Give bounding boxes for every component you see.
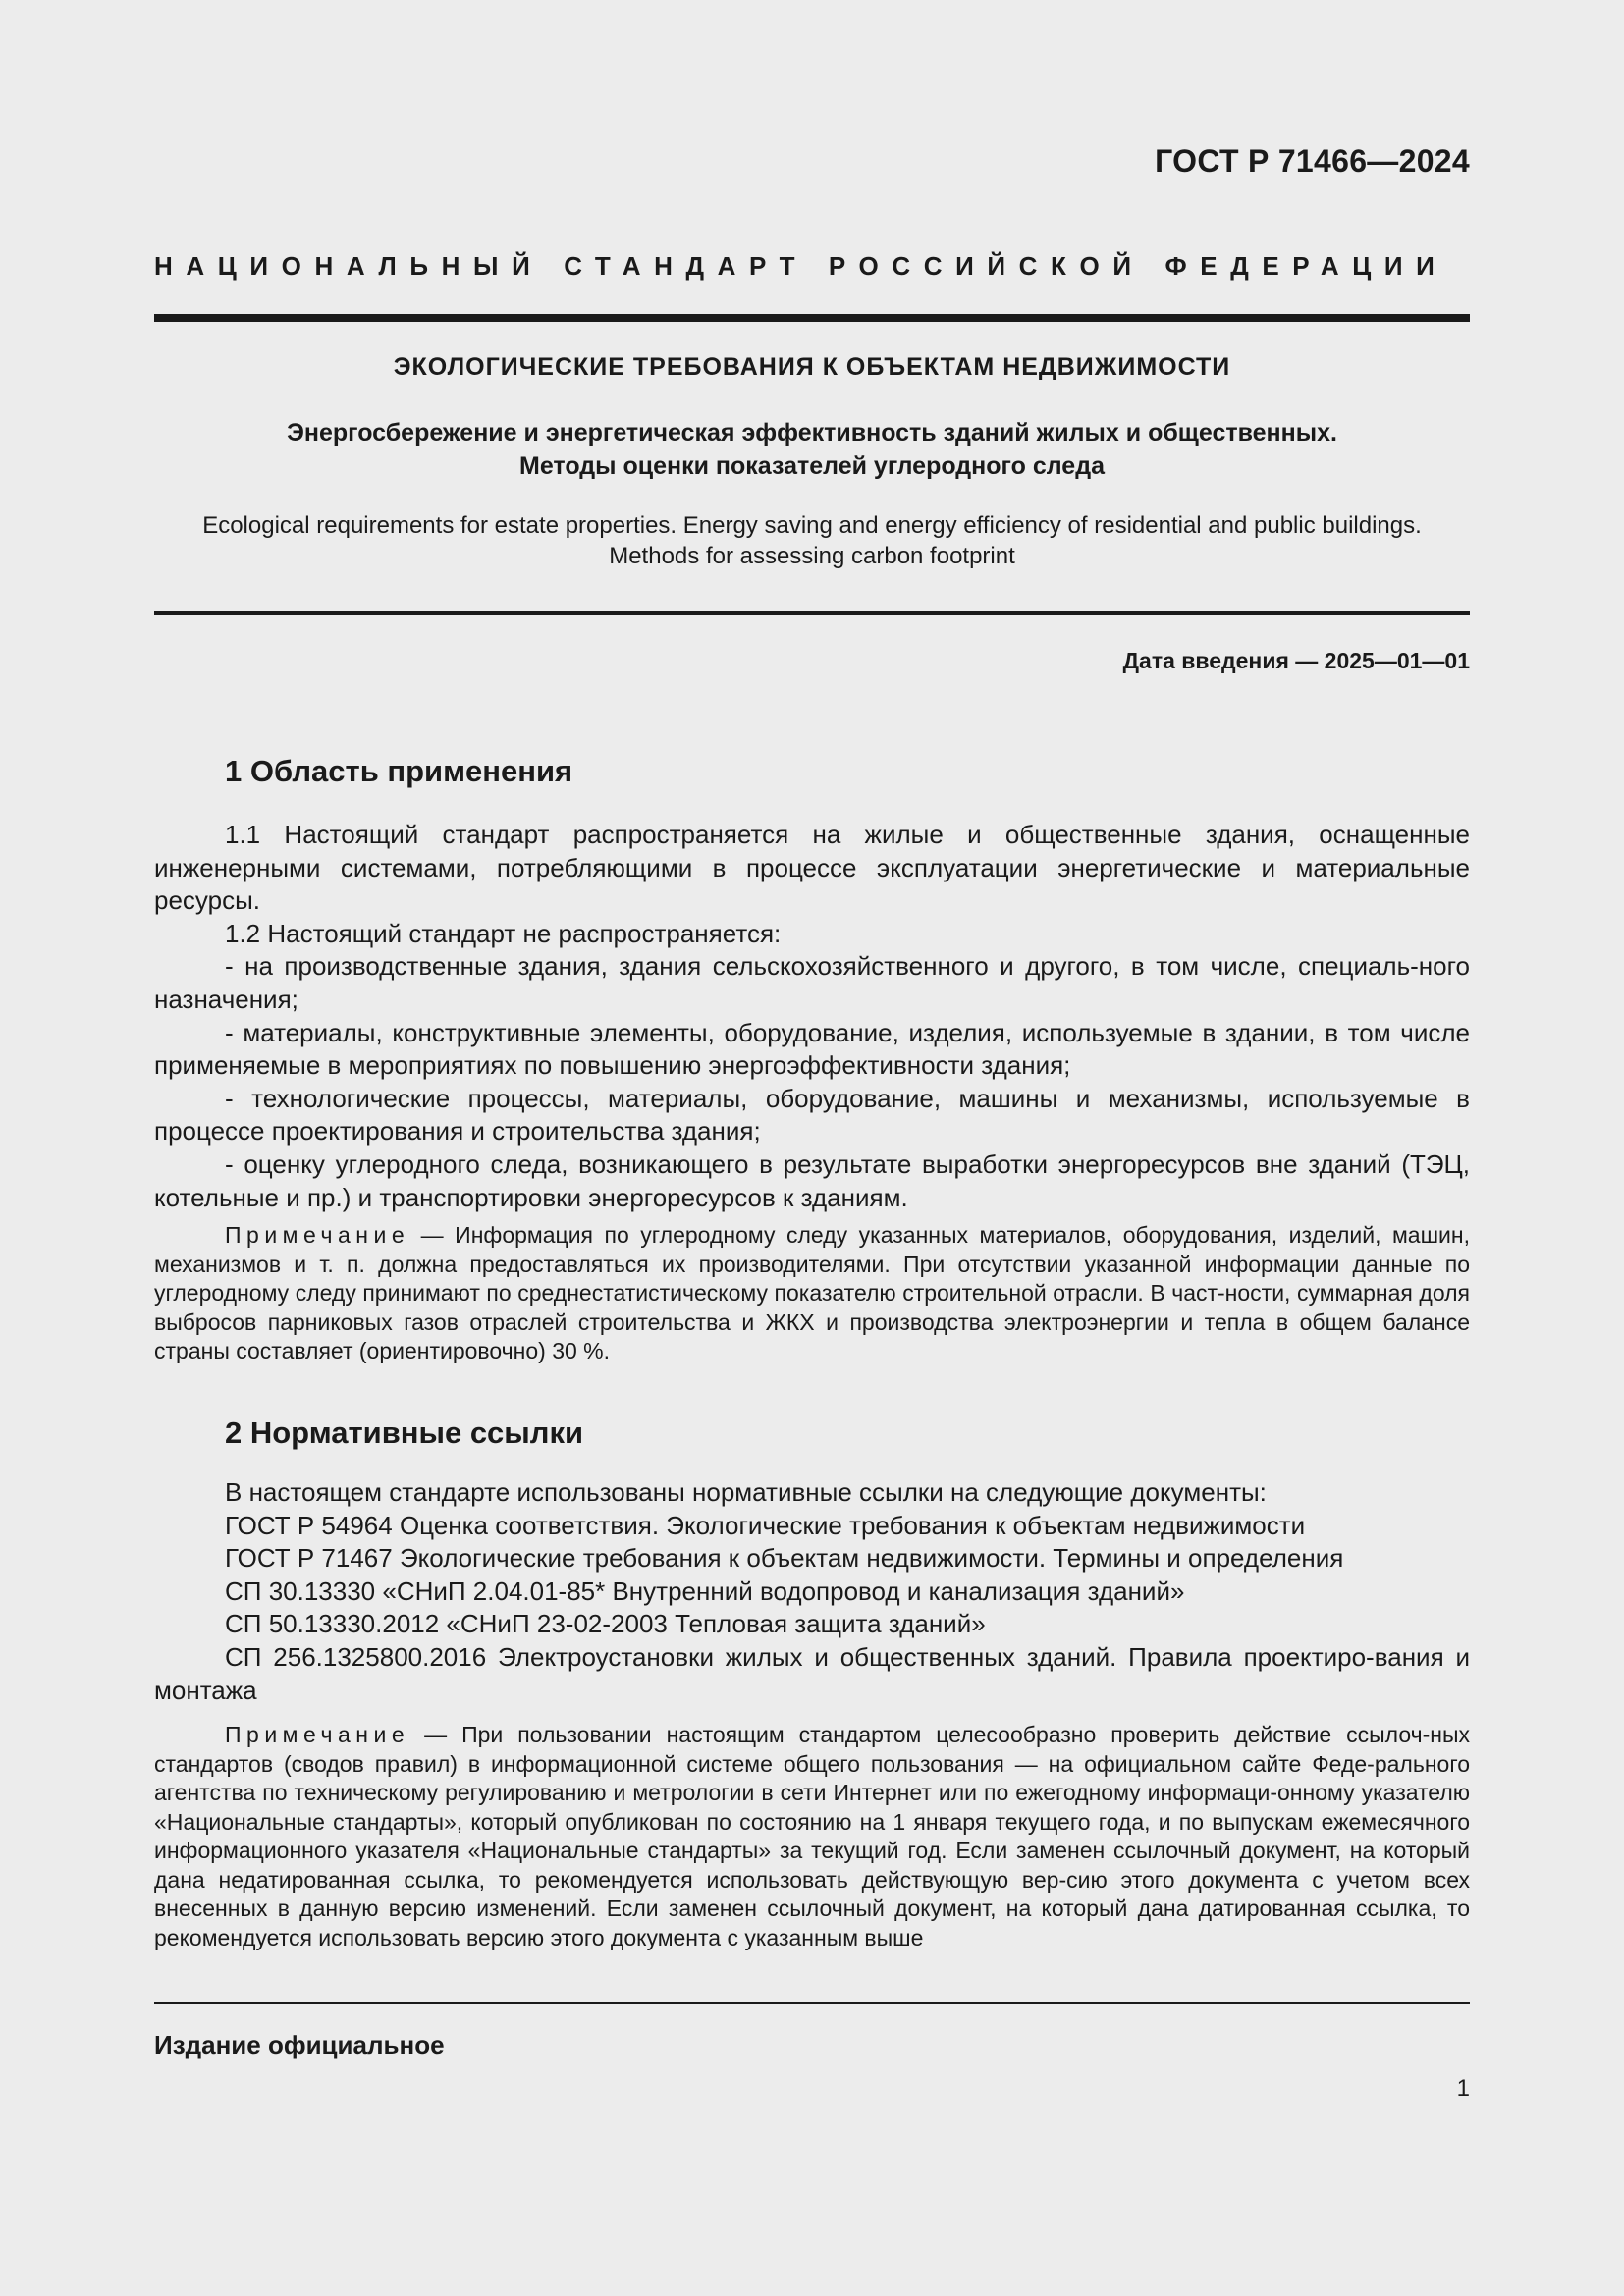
subtitle-line-2: Методы оценки показателей углеродного следа bbox=[519, 453, 1105, 480]
standard-number: ГОСТ Р 71466—2024 bbox=[1155, 143, 1470, 179]
references-intro: В настоящем стандарте использованы нормативные ссылки на следующие документы: bbox=[225, 1477, 1267, 1507]
note-label: Примечание bbox=[225, 1222, 410, 1248]
list-item: - технологические процессы, материалы, оборудование, машины и механизмы, используемые в процессе проектирования и строительства здания; bbox=[154, 1083, 1470, 1147]
reference-item: ГОСТ Р 54964 Оценка соответствия. Экологические требования к объектам недвижимости bbox=[225, 1510, 1306, 1540]
note-label: Примечание bbox=[225, 1722, 410, 1747]
paragraph: 1.2 Настоящий стандарт не распространяется: bbox=[225, 918, 782, 948]
reference-item: ГОСТ Р 71467 Экологические требования к объектам недвижимости. Термины и определения bbox=[225, 1543, 1344, 1574]
list-item: - материалы, конструктивные элементы, оборудование, изделия, используемые в здании, в том числе применяемые в мероприятиях по повышению энергоэффективности здания; bbox=[154, 1017, 1470, 1081]
list-item: - оценку углеродного следа, возникающего в результате выработки энергоресурсов вне зданий (ТЭЦ, котельные и пр.) и транспортировки энергоресурсов к зданиям. bbox=[154, 1148, 1470, 1212]
document-title: ЭКОЛОГИЧЕСКИЕ ТРЕБОВАНИЯ К ОБЪЕКТАМ НЕДВИЖИМОСТИ bbox=[393, 353, 1231, 381]
english-title bbox=[154, 510, 1470, 571]
note-text: — Информация по углеродному следу указанных материалов, оборудования, изделий, машин, механизмов и т. п. должна предоставляться их производителями. При отсутствии указанной информации данные по углеродному следу принимают по среднестатистическому показателю строительной отрасли. В част-ности, суммарная доля выбросов парниковых газов отраслей строительства и ЖКХ и производства электроэнергии и тепла в общем балансе страны составляет (ориентировочно) 30 %. bbox=[154, 1222, 1470, 1363]
official-edition-label: Издание официальное bbox=[154, 2030, 445, 2059]
document-subtitle bbox=[154, 416, 1470, 483]
national-standard-banner: НАЦИОНАЛЬНЫЙ СТАНДАРТ РОССИЙСКОЙ ФЕДЕРАЦИИ bbox=[154, 251, 1448, 281]
introduction-date: Дата введения — 2025—01—01 bbox=[1122, 648, 1470, 673]
section-2-heading: 2 Нормативные ссылки bbox=[225, 1415, 584, 1450]
title-divider bbox=[154, 611, 1470, 615]
english-title-line-2: Methods for assessing carbon footprint bbox=[609, 543, 1015, 569]
reference-item: СП 30.13330 «СНиП 2.04.01-85* Внутренний водопровод и канализация зданий» bbox=[225, 1575, 1185, 1606]
note-text: — При пользовании настоящим стандартом целесообразно проверить действие ссылоч-ных стандартов (сводов правил) в информационной системе общего пользования — на официальном сайте Феде-рального агентства по техническому регулированию и метрологии в сети Интернет или по ежегодному информаци-онному указателю «Национальные стандарты», который опубликован по состоянию на 1 января текущего года, и по выпускам ежемесячного информационного указателя «Национальные стандарты» за текущий год. Если заменен ссылочный документ, на который дана недатированная ссылка, то рекомендуется использовать действующую вер-сию этого документа с учетом всех внесенных в данную версию изменений. Если заменен ссылочный документ, на который дана датированная ссылка, то рекомендуется использовать версию этого документа с указанным выше bbox=[154, 1722, 1470, 1950]
section-2-body bbox=[154, 1476, 1470, 1707]
header-divider bbox=[154, 314, 1470, 322]
english-title-line-1: Ecological requirements for estate properties. Energy saving and energy efficiency of residential and public buildings. bbox=[202, 512, 1422, 539]
paragraph: 1.1 Настоящий стандарт распространяется на жилые и общественные здания, оснащенные инженерными системами, потребляющими в процессе эксплуатации энергетические и материальные ресурсы. bbox=[154, 820, 1470, 916]
section-2-note bbox=[154, 1721, 1470, 1952]
list-item: - на производственные здания, здания сельскохозяйственного и другого, в том числе, специаль-ного назначения; bbox=[154, 951, 1470, 1014]
subtitle-line-1: Энергосбережение и энергетическая эффективность зданий жилых и общественных. bbox=[287, 419, 1337, 447]
section-1-body bbox=[154, 819, 1470, 1214]
section-1-heading: 1 Область применения bbox=[225, 754, 573, 788]
section-1-note bbox=[154, 1221, 1470, 1366]
page-number: 1 bbox=[1456, 2075, 1470, 2102]
reference-item: СП 50.13330.2012 «СНиП 23-02-2003 Тепловая защита зданий» bbox=[225, 1609, 986, 1639]
reference-item: СП 256.1325800.2016 Электроустановки жилых и общественных зданий. Правила проектиро-вания и монтажа bbox=[154, 1641, 1470, 1705]
footer-divider bbox=[154, 2002, 1470, 2004]
